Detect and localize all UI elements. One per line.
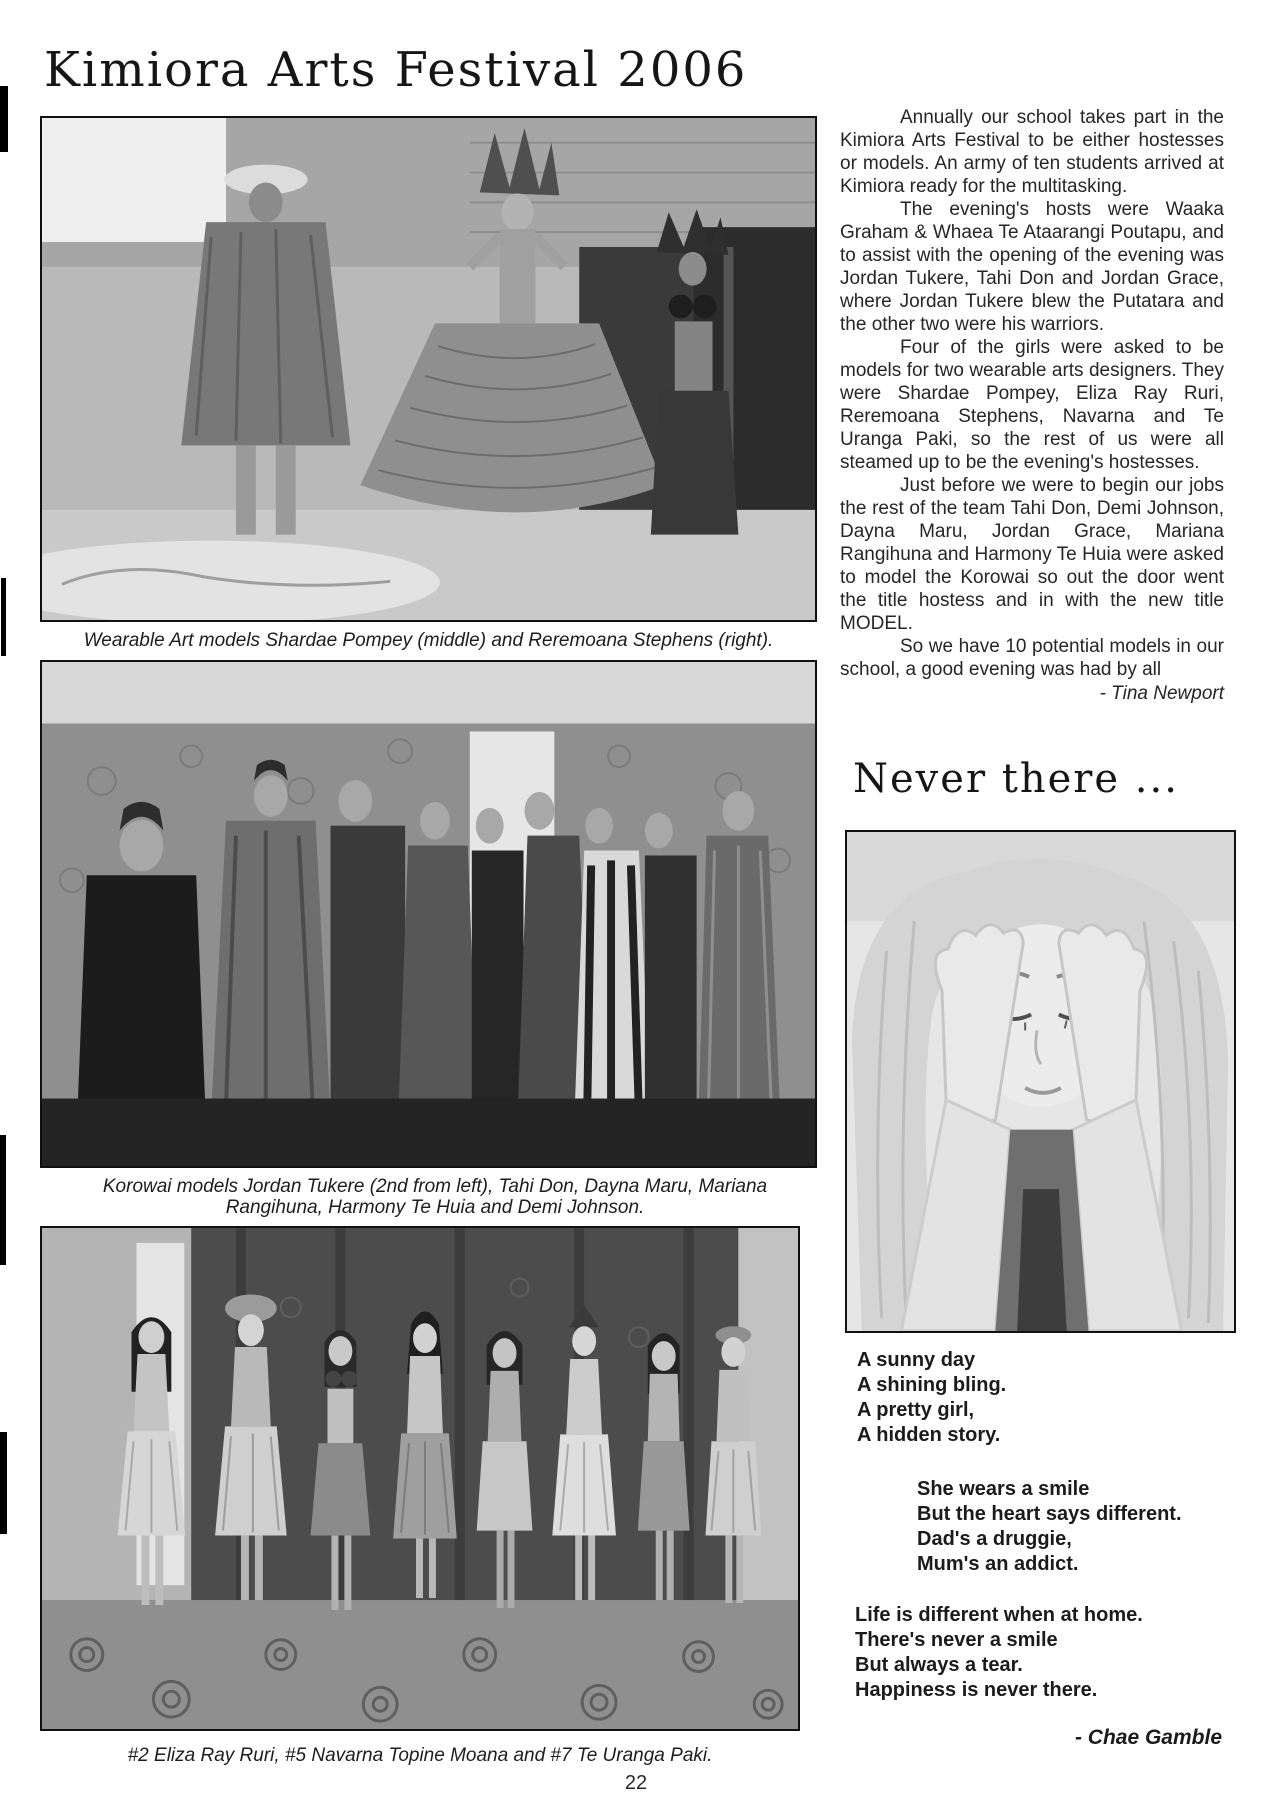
poem-stanza-3	[855, 1603, 1143, 1703]
poem-line: But always a tear.	[855, 1654, 1023, 1676]
costume-lineup-illustration	[42, 1228, 798, 1729]
sad-girl-photo	[845, 830, 1236, 1333]
poem-line: There's never a smile	[855, 1629, 1058, 1651]
poem-stanza-1	[857, 1348, 1006, 1448]
poem-line: Happiness is never there.	[855, 1679, 1098, 1701]
poem-line: A sunny day	[857, 1349, 976, 1371]
scan-artifact	[0, 1432, 7, 1534]
festival-article	[840, 106, 1224, 705]
article-paragraph: So we have 10 potential models in our school, a good evening was had by all	[840, 636, 1224, 680]
article-paragraph: Four of the girls were asked to be models for two wearable arts designers. They were Shardae Pompey, Eliza Ray Ruri, Reremoana Stephens, Navarna and Te Uranga Paki, so the rest of us were all steamed up to be the evening's hostesses.	[840, 337, 1224, 473]
never-there-heading: Never there ...	[853, 756, 1179, 802]
poem-line: A shining bling.	[857, 1374, 1007, 1396]
wearable-art-models-photo	[40, 116, 817, 622]
scan-artifact	[0, 1135, 6, 1265]
korowai-models-illustration	[42, 662, 815, 1166]
photo-caption-korowai	[40, 1176, 830, 1218]
korowai-models-photo	[40, 660, 817, 1168]
sad-girl-illustration	[847, 832, 1234, 1331]
poem-line: But the heart says different.	[917, 1503, 1182, 1525]
caption-korowai-line2: Rangihuna, Harmony Te Huia and Demi Johnson.	[225, 1197, 645, 1218]
poem-line: A pretty girl,	[857, 1399, 975, 1421]
poem-line: Mum's an addict.	[917, 1553, 1079, 1575]
article-paragraph: Annually our school takes part in the Kimiora Arts Festival to be either hostesses or models. An army of ten students arrived at Kimiora ready for the multitasking.	[840, 107, 1224, 197]
photo-caption-wearable-art: Wearable Art models Shardae Pompey (middle) and Reremoana Stephens (right).	[83, 630, 774, 651]
article-paragraph: The evening's hosts were Waaka Graham & Whaea Te Ataarangi Poutapu, and to assist with the opening of the evening was Jordan Tukere, Tahi Don and Jordan Grace, where Jordan Tukere blew the Putatara and the other two were his warriors.	[840, 199, 1224, 335]
page-title: Kimiora Arts Festival 2006	[44, 42, 748, 98]
article-paragraph: Just before we were to begin our jobs the rest of the team Tahi Don, Demi Johnson, Dayna Maru, Jordan Grace, Mariana Rangihuna and Harmony Te Huia were asked to model the Korowai so out the door went the title hostess and in with the new title MODEL.	[840, 475, 1224, 634]
page-number: 22	[624, 1772, 648, 1794]
poem-line: Dad's a druggie,	[917, 1528, 1072, 1550]
poem-line: Life is different when at home.	[855, 1604, 1143, 1626]
poem-stanza-2	[917, 1477, 1182, 1577]
scan-artifact	[0, 86, 8, 152]
caption-korowai-line1: Korowai models Jordan Tukere (2nd from left), Tahi Don, Dayna Maru, Mariana	[102, 1176, 768, 1197]
poem-line: She wears a smile	[917, 1478, 1090, 1500]
wearable-art-models-illustration	[42, 118, 815, 620]
poem-byline: - Chae Gamble	[1074, 1726, 1222, 1749]
poem-line: A hidden story.	[857, 1424, 1001, 1446]
article-byline: - Tina Newport	[1099, 683, 1224, 704]
scan-artifact	[1, 578, 6, 656]
costume-lineup-photo	[40, 1226, 800, 1731]
photo-caption-lineup: #2 Eliza Ray Ruri, #5 Navarna Topine Moana and #7 Te Uranga Paki.	[127, 1745, 713, 1766]
